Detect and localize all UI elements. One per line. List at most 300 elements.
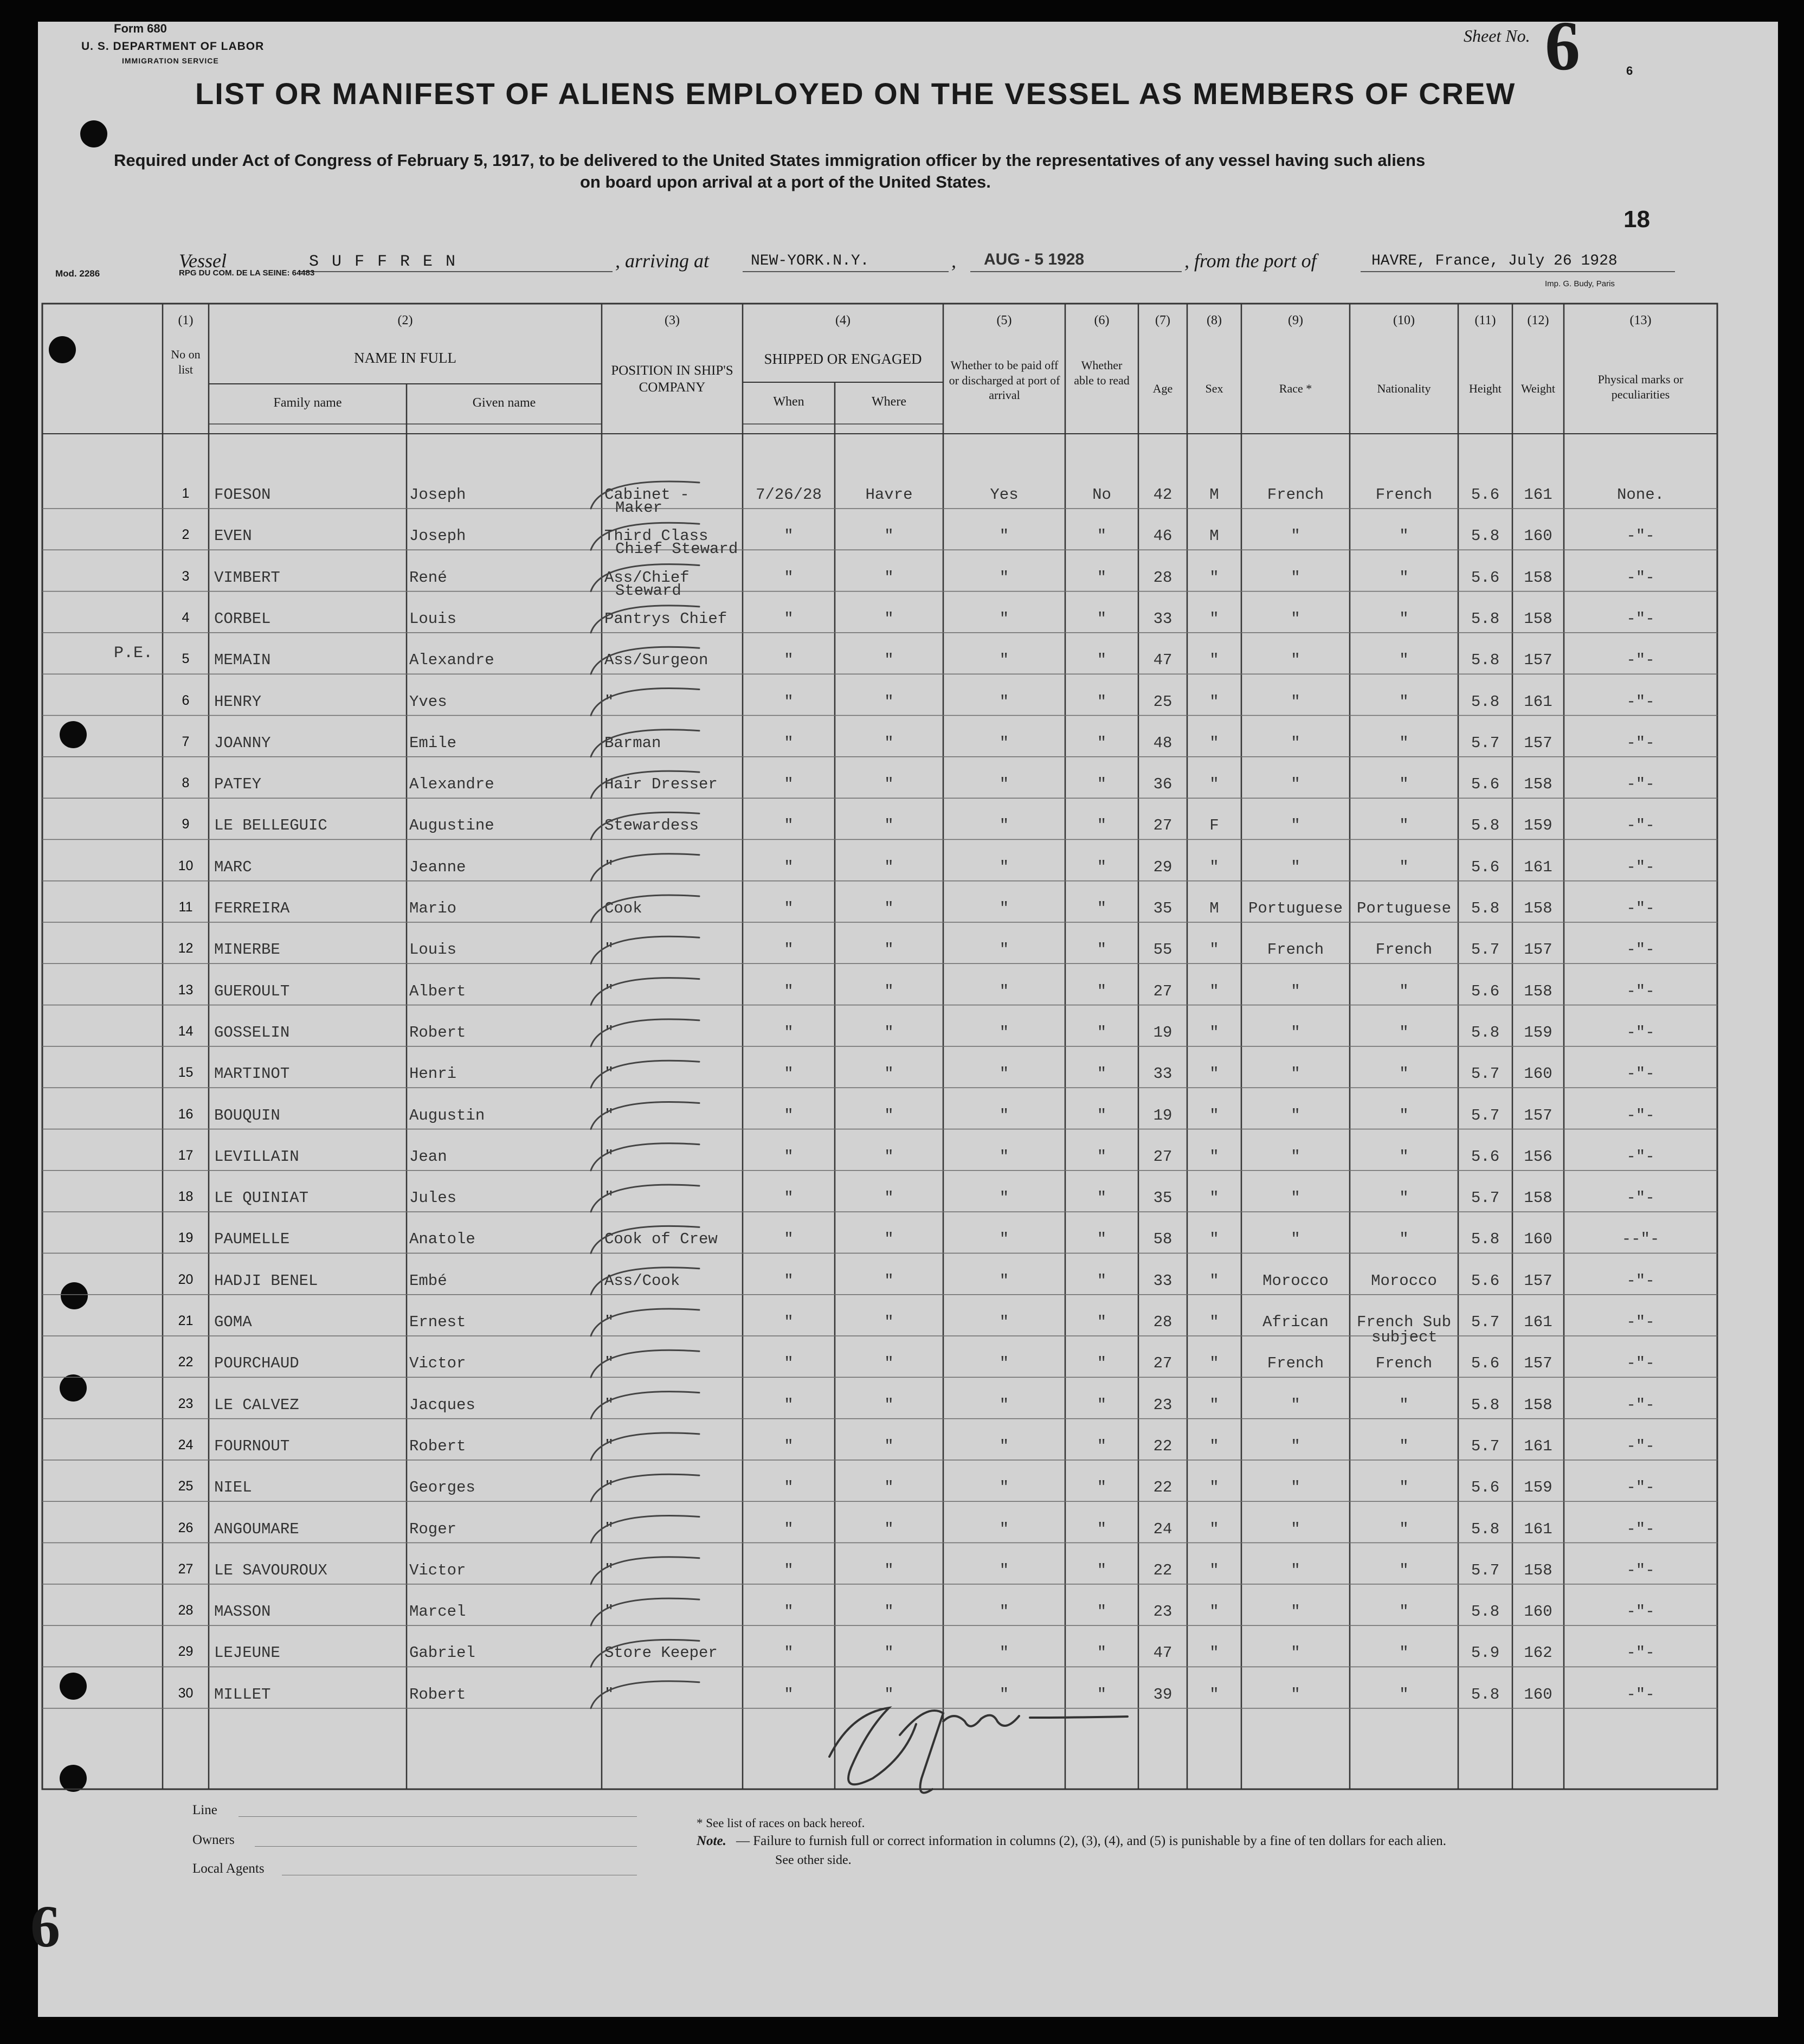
cell-when: " xyxy=(784,651,794,670)
cell-where: " xyxy=(884,692,894,711)
cell-when: " xyxy=(784,609,794,628)
cell-sex: " xyxy=(1209,1437,1219,1455)
cell-weight: 161 xyxy=(1524,1313,1552,1331)
note-text: — Failure to furnish full or correct information in columns (2), (3), (4), and (5) is punishable by a fine of ten dollars for each alien. xyxy=(736,1834,1447,1848)
cell-race: " xyxy=(1291,1147,1300,1166)
cell-nationality: " xyxy=(1399,651,1409,670)
model-number: Mod. 2286 xyxy=(55,268,100,279)
cell-when: " xyxy=(784,1644,794,1662)
cell-height: 5.6 xyxy=(1471,775,1500,794)
cell-read: " xyxy=(1097,1520,1107,1538)
col9-number: (9) xyxy=(1288,313,1303,327)
cell-race: " xyxy=(1291,858,1300,876)
cell-position: Cook xyxy=(604,899,642,917)
cell-read: " xyxy=(1097,1479,1107,1497)
cell-race: " xyxy=(1291,1644,1300,1662)
cell-family: JOANNY xyxy=(214,734,271,752)
cell-marks: -"- xyxy=(1626,651,1655,670)
cell-when: " xyxy=(784,1065,794,1083)
cell-race: Morocco xyxy=(1262,1271,1329,1290)
cell-family: ANGOUMARE xyxy=(214,1520,299,1538)
cell-position: " xyxy=(604,858,614,876)
cell-race: " xyxy=(1291,982,1300,1000)
vessel-name: S U F F R E N xyxy=(309,253,458,271)
cell-read: " xyxy=(1097,734,1107,752)
cell-family: LE QUINIAT xyxy=(214,1189,309,1207)
cell-given: Augustin xyxy=(409,1106,485,1124)
cell-weight: 159 xyxy=(1524,1479,1552,1497)
cell-read: " xyxy=(1097,1065,1107,1083)
cell-nationality: " xyxy=(1399,817,1409,835)
cell-sex: " xyxy=(1209,1313,1219,1331)
cell-where: " xyxy=(884,1644,894,1662)
cell-given: Emile xyxy=(409,734,457,752)
cell-height: 5.7 xyxy=(1471,1065,1500,1083)
cell-where: " xyxy=(884,775,894,794)
cell-family: MARC xyxy=(214,858,252,876)
cell-race: " xyxy=(1291,568,1300,587)
requirement-text-2: on board upon arrival at a port of the United States. xyxy=(580,172,991,191)
cell-age: 25 xyxy=(1153,692,1172,711)
col11-number: (11) xyxy=(1474,313,1496,327)
cell-nationality: " xyxy=(1399,1437,1409,1455)
cell-family: HADJI BENEL xyxy=(214,1271,318,1290)
cell-race: " xyxy=(1291,1479,1300,1497)
col1-header: No on list xyxy=(171,348,201,376)
cell-race: " xyxy=(1291,1561,1300,1579)
cell-sex: " xyxy=(1209,1065,1219,1083)
cell-position: " xyxy=(604,1147,614,1166)
cell-read: " xyxy=(1097,1271,1107,1290)
cell-given: Louis xyxy=(409,609,457,628)
cell-race: " xyxy=(1291,1023,1300,1042)
cell-where: " xyxy=(884,1396,894,1414)
cell-position: Cabinet - xyxy=(604,486,690,504)
cell-paid: " xyxy=(999,817,1009,835)
cell-sex: M xyxy=(1209,486,1219,504)
cell-marks: --"- xyxy=(1621,1230,1660,1249)
cell-family: MASSON xyxy=(214,1603,271,1621)
cell-paid: " xyxy=(999,858,1009,876)
cell-position: Ass/Chief xyxy=(604,568,690,587)
printer-imprint: Imp. G. Budy, Paris xyxy=(1545,279,1615,288)
col4-number: (4) xyxy=(835,313,851,327)
cell-where: " xyxy=(884,527,894,545)
cell-given: Anatole xyxy=(409,1230,475,1249)
cell-height: 5.8 xyxy=(1471,692,1500,711)
cell-where: " xyxy=(884,817,894,835)
vessel-label: Vessel xyxy=(179,250,227,272)
cell-given: Embé xyxy=(409,1271,447,1290)
col4a-header: When xyxy=(773,395,804,409)
cell-marks: -"- xyxy=(1626,527,1655,545)
cell-nationality: " xyxy=(1399,1520,1409,1538)
cell-given: Georges xyxy=(409,1479,475,1497)
cell-nationality: Morocco xyxy=(1371,1271,1437,1290)
cell-given: Augustine xyxy=(409,817,494,835)
cell-read: " xyxy=(1097,1147,1107,1166)
cell-position-line2: Maker xyxy=(615,499,663,517)
cell-weight: 161 xyxy=(1524,858,1552,876)
cell-age: 46 xyxy=(1153,527,1172,545)
cell-weight: 159 xyxy=(1524,1023,1552,1042)
cell-no: 18 xyxy=(178,1189,194,1205)
col5-header: Whether to be paid off or discharged at port of arrival xyxy=(949,358,1060,402)
cell-given: Jeanne xyxy=(409,858,466,876)
col7-header: Age xyxy=(1152,382,1173,395)
cell-height: 5.6 xyxy=(1471,1479,1500,1497)
cell-marks: -"- xyxy=(1626,1189,1655,1207)
cell-when: " xyxy=(784,692,794,711)
cell-sex: " xyxy=(1209,775,1219,794)
service-name: IMMIGRATION SERVICE xyxy=(122,56,219,65)
arriving-label: , arriving at xyxy=(615,250,710,272)
from-port-label: , from the port of xyxy=(1184,250,1317,272)
cell-marks: -"- xyxy=(1626,1603,1655,1621)
cell-position: Ass/Cook xyxy=(604,1271,680,1290)
cell-when: " xyxy=(784,899,794,917)
cell-sex: " xyxy=(1209,1520,1219,1538)
cell-position: " xyxy=(604,1520,614,1538)
cell-weight: 158 xyxy=(1524,982,1552,1000)
cell-when: " xyxy=(784,1106,794,1124)
cell-given: Robert xyxy=(409,1685,466,1704)
cell-read: " xyxy=(1097,568,1107,587)
cell-paid: " xyxy=(999,1271,1009,1290)
cell-paid: " xyxy=(999,1147,1009,1166)
cell-nationality: French xyxy=(1375,486,1433,504)
cell-race: " xyxy=(1291,1685,1300,1704)
cell-marks: -"- xyxy=(1626,982,1655,1000)
cell-nationality: " xyxy=(1399,1106,1409,1124)
cell-position: " xyxy=(604,1561,614,1579)
col3-number: (3) xyxy=(665,313,680,327)
cell-where: " xyxy=(884,1437,894,1455)
cell-read: " xyxy=(1097,941,1107,959)
cell-age: 19 xyxy=(1153,1023,1172,1042)
cell-given: Gabriel xyxy=(409,1644,475,1662)
side-note: P.E. xyxy=(114,644,153,663)
cell-read: " xyxy=(1097,1644,1107,1662)
cell-given: Albert xyxy=(409,982,466,1000)
cell-marks: -"- xyxy=(1626,568,1655,587)
cell-height: 5.8 xyxy=(1471,1603,1500,1621)
cell-where: " xyxy=(884,941,894,959)
cell-age: 22 xyxy=(1153,1437,1172,1455)
cell-where: " xyxy=(884,1147,894,1166)
cell-where: " xyxy=(884,1685,894,1704)
col2b-header: Given name xyxy=(472,396,536,410)
cell-paid: " xyxy=(999,1644,1009,1662)
cell-marks: -"- xyxy=(1626,775,1655,794)
bottom-sheet-number: 6 xyxy=(30,1893,60,1959)
cell-race: French xyxy=(1267,1354,1324,1373)
cell-sex: " xyxy=(1209,1644,1219,1662)
cell-marks: -"- xyxy=(1626,1437,1655,1455)
cell-no: 24 xyxy=(178,1437,194,1452)
cell-nationality: " xyxy=(1399,1561,1409,1579)
cell-read: " xyxy=(1097,1313,1107,1331)
cell-no: 26 xyxy=(178,1520,194,1535)
cell-no: 28 xyxy=(178,1603,194,1618)
cell-where: " xyxy=(884,1023,894,1042)
cell-age: 27 xyxy=(1153,982,1172,1000)
cell-marks: -"- xyxy=(1626,1644,1655,1662)
cell-read: " xyxy=(1097,1685,1107,1704)
cell-given: Robert xyxy=(409,1023,466,1042)
cell-no: 30 xyxy=(178,1685,194,1701)
cell-nationality: " xyxy=(1399,1065,1409,1083)
cell-nationality: " xyxy=(1399,1685,1409,1704)
cell-paid: " xyxy=(999,1023,1009,1042)
cell-no: 23 xyxy=(178,1396,194,1411)
department-name: U. S. DEPARTMENT OF LABOR xyxy=(81,40,265,53)
cell-weight: 160 xyxy=(1524,1065,1552,1083)
cell-no: 12 xyxy=(178,941,194,956)
cell-given: Henri xyxy=(409,1065,457,1083)
cell-height: 5.8 xyxy=(1471,1520,1500,1538)
cell-marks: -"- xyxy=(1626,1106,1655,1124)
cell-weight: 158 xyxy=(1524,1561,1552,1579)
cell-given: Jules xyxy=(409,1189,457,1207)
cell-sex: M xyxy=(1209,899,1219,917)
col2-header: NAME IN FULL xyxy=(354,350,456,366)
cell-no: 3 xyxy=(182,568,190,584)
cell-nationality: " xyxy=(1399,568,1409,587)
cell-height: 5.7 xyxy=(1471,1313,1500,1331)
cell-marks: -"- xyxy=(1626,858,1655,876)
cell-family: NIEL xyxy=(214,1479,252,1497)
cell-weight: 161 xyxy=(1524,486,1552,504)
cell-age: 28 xyxy=(1153,568,1172,587)
cell-family: CORBEL xyxy=(214,609,271,628)
cell-nationality: " xyxy=(1399,609,1409,628)
cell-sex: " xyxy=(1209,1106,1219,1124)
cell-paid: " xyxy=(999,1065,1009,1083)
form-number: Form 680 xyxy=(114,22,167,35)
cell-no: 22 xyxy=(178,1354,194,1370)
col6-number: (6) xyxy=(1094,313,1110,327)
cell-height: 5.8 xyxy=(1471,817,1500,835)
cell-height: 5.8 xyxy=(1471,527,1500,545)
cell-no: 1 xyxy=(182,486,190,501)
cell-nationality: " xyxy=(1399,1479,1409,1497)
cell-when: " xyxy=(784,1271,794,1290)
cell-no: 20 xyxy=(178,1271,194,1287)
cell-race: " xyxy=(1291,1603,1300,1621)
cell-sex: " xyxy=(1209,1189,1219,1207)
cell-position: Hair Dresser xyxy=(604,775,718,794)
cell-position-line2: Steward xyxy=(615,581,681,600)
cell-nationality: Portuguese xyxy=(1356,899,1452,917)
cell-marks: -"- xyxy=(1626,1023,1655,1042)
cell-when: " xyxy=(784,1603,794,1621)
cell-height: 5.6 xyxy=(1471,1271,1500,1290)
cell-weight: 158 xyxy=(1524,1396,1552,1414)
cell-no: 10 xyxy=(178,858,194,873)
cell-nationality: " xyxy=(1399,1396,1409,1414)
cell-nationality: " xyxy=(1399,1189,1409,1207)
cell-where: Havre xyxy=(865,486,913,504)
cell-height: 5.6 xyxy=(1471,486,1500,504)
arrival-port: NEW-YORK.N.Y. xyxy=(751,253,869,269)
cell-where: " xyxy=(884,858,894,876)
cell-given: Roger xyxy=(409,1520,457,1538)
cell-weight: 158 xyxy=(1524,609,1552,628)
cell-family: MINERBE xyxy=(214,941,280,959)
cell-given: Alexandre xyxy=(409,651,494,670)
cell-weight: 157 xyxy=(1524,941,1552,959)
cell-family: FOURNOUT xyxy=(214,1437,290,1455)
arrival-date-stamp: AUG - 5 1928 xyxy=(984,250,1085,268)
cell-family: LE SAVOUROUX xyxy=(214,1561,327,1579)
cell-family: FERREIRA xyxy=(214,899,290,917)
cell-sex: M xyxy=(1209,527,1219,545)
cell-no: 11 xyxy=(178,899,193,915)
cell-paid: " xyxy=(999,1396,1009,1414)
cell-age: 35 xyxy=(1153,899,1172,917)
cell-height: 5.6 xyxy=(1471,982,1500,1000)
cell-when: " xyxy=(784,1561,794,1579)
col12-number: (12) xyxy=(1527,313,1549,327)
cell-where: " xyxy=(884,1520,894,1538)
cell-where: " xyxy=(884,568,894,587)
cell-sex: " xyxy=(1209,568,1219,587)
cell-position: " xyxy=(604,1354,614,1373)
cell-when: " xyxy=(784,1396,794,1414)
col1-number: (1) xyxy=(178,313,194,327)
cell-paid: " xyxy=(999,982,1009,1000)
cell-where: " xyxy=(884,1230,894,1249)
cell-where: " xyxy=(884,1354,894,1373)
cell-weight: 159 xyxy=(1524,817,1552,835)
cell-position: Store Keeper xyxy=(604,1644,718,1662)
cell-no: 5 xyxy=(182,651,190,667)
cell-race: " xyxy=(1291,527,1300,545)
cell-family: EVEN xyxy=(214,527,252,545)
cell-family: POURCHAUD xyxy=(214,1354,299,1373)
cell-paid: Yes xyxy=(990,486,1019,504)
cell-age: 33 xyxy=(1153,1271,1172,1290)
cell-read: " xyxy=(1097,817,1107,835)
cell-read: " xyxy=(1097,1396,1107,1414)
cell-age: 58 xyxy=(1153,1230,1172,1249)
cell-position: Cook of Crew xyxy=(604,1230,718,1249)
cell-weight: 158 xyxy=(1524,775,1552,794)
cell-marks: -"- xyxy=(1626,1561,1655,1579)
sheet-number: 6 xyxy=(1545,7,1580,85)
cell-marks: -"- xyxy=(1626,1354,1655,1373)
cell-family: HENRY xyxy=(214,692,262,711)
cell-given: Robert xyxy=(409,1437,466,1455)
cell-no: 16 xyxy=(178,1106,194,1122)
cell-no: 7 xyxy=(182,734,190,749)
cell-family: FOESON xyxy=(214,486,271,504)
col4-header: SHIPPED OR ENGAGED xyxy=(764,351,922,367)
cell-when: " xyxy=(784,1313,794,1331)
cell-family: LE BELLEGUIC xyxy=(214,817,327,835)
cell-family: GUEROULT xyxy=(214,982,290,1000)
cell-nationality: " xyxy=(1399,1023,1409,1042)
cell-read: " xyxy=(1097,1437,1107,1455)
cell-given: Joseph xyxy=(409,486,466,504)
cell-age: 33 xyxy=(1153,1065,1172,1083)
cell-marks: -"- xyxy=(1626,1520,1655,1538)
cell-sex: " xyxy=(1209,1230,1219,1249)
line-label: Line xyxy=(192,1803,217,1817)
cell-marks: -"- xyxy=(1626,1065,1655,1083)
cell-given: Yves xyxy=(409,692,447,711)
cell-race: " xyxy=(1291,692,1300,711)
cell-no: 9 xyxy=(182,817,190,832)
cell-race: " xyxy=(1291,609,1300,628)
cell-when: " xyxy=(784,1230,794,1249)
col3-header: POSITION IN SHIP'S COMPANY xyxy=(611,363,733,395)
cell-age: 48 xyxy=(1153,734,1172,752)
page-title: LIST OR MANIFEST OF ALIENS EMPLOYED ON THE VESSEL AS MEMBERS OF CREW xyxy=(195,76,1516,111)
cell-height: 5.7 xyxy=(1471,1561,1500,1579)
col10-header: Nationality xyxy=(1377,382,1431,395)
margin-number: 18 xyxy=(1623,206,1650,233)
cell-family: LEJEUNE xyxy=(214,1644,280,1662)
cell-position: " xyxy=(604,941,614,959)
cell-family: BOUQUIN xyxy=(214,1106,280,1124)
cell-height: 5.7 xyxy=(1471,941,1500,959)
cell-age: 27 xyxy=(1153,817,1172,835)
cell-race: " xyxy=(1291,1189,1300,1207)
cell-no: 17 xyxy=(178,1147,194,1163)
cell-weight: 158 xyxy=(1524,568,1552,587)
col8-header: Sex xyxy=(1205,382,1223,395)
cell-height: 5.8 xyxy=(1471,899,1500,917)
cell-read: No xyxy=(1092,486,1111,504)
cell-height: 5.8 xyxy=(1471,1023,1500,1042)
cell-read: " xyxy=(1097,1354,1107,1373)
col10-number: (10) xyxy=(1393,313,1415,327)
cell-no: 8 xyxy=(182,775,190,791)
cell-paid: " xyxy=(999,1685,1009,1704)
cell-family: MILLET xyxy=(214,1685,271,1704)
cell-marks: None. xyxy=(1616,486,1664,504)
cell-position: " xyxy=(604,692,614,711)
cell-nationality: French Sub xyxy=(1356,1313,1452,1331)
cell-sex: " xyxy=(1209,1023,1219,1042)
cell-given: Louis xyxy=(409,941,457,959)
cell-weight: 157 xyxy=(1524,651,1552,670)
cell-family: MARTINOT xyxy=(214,1065,290,1083)
cell-marks: -"- xyxy=(1626,1685,1655,1704)
cell-paid: " xyxy=(999,1561,1009,1579)
col5-number: (5) xyxy=(996,313,1012,327)
cell-no: 27 xyxy=(178,1561,194,1577)
cell-race: " xyxy=(1291,1396,1300,1414)
col6-header: Whether able to read xyxy=(1074,358,1130,387)
cell-when: " xyxy=(784,734,794,752)
cell-paid: " xyxy=(999,1230,1009,1249)
cell-read: " xyxy=(1097,692,1107,711)
cell-sex: " xyxy=(1209,1479,1219,1497)
cell-read: " xyxy=(1097,1230,1107,1249)
cell-race: French xyxy=(1267,486,1324,504)
cell-where: " xyxy=(884,982,894,1000)
cell-no: 25 xyxy=(178,1479,194,1494)
cell-age: 23 xyxy=(1153,1396,1172,1414)
cell-read: " xyxy=(1097,858,1107,876)
cell-marks: -"- xyxy=(1626,1313,1655,1331)
cell-read: " xyxy=(1097,651,1107,670)
cell-no: 13 xyxy=(178,982,194,998)
cell-race: " xyxy=(1291,1106,1300,1124)
